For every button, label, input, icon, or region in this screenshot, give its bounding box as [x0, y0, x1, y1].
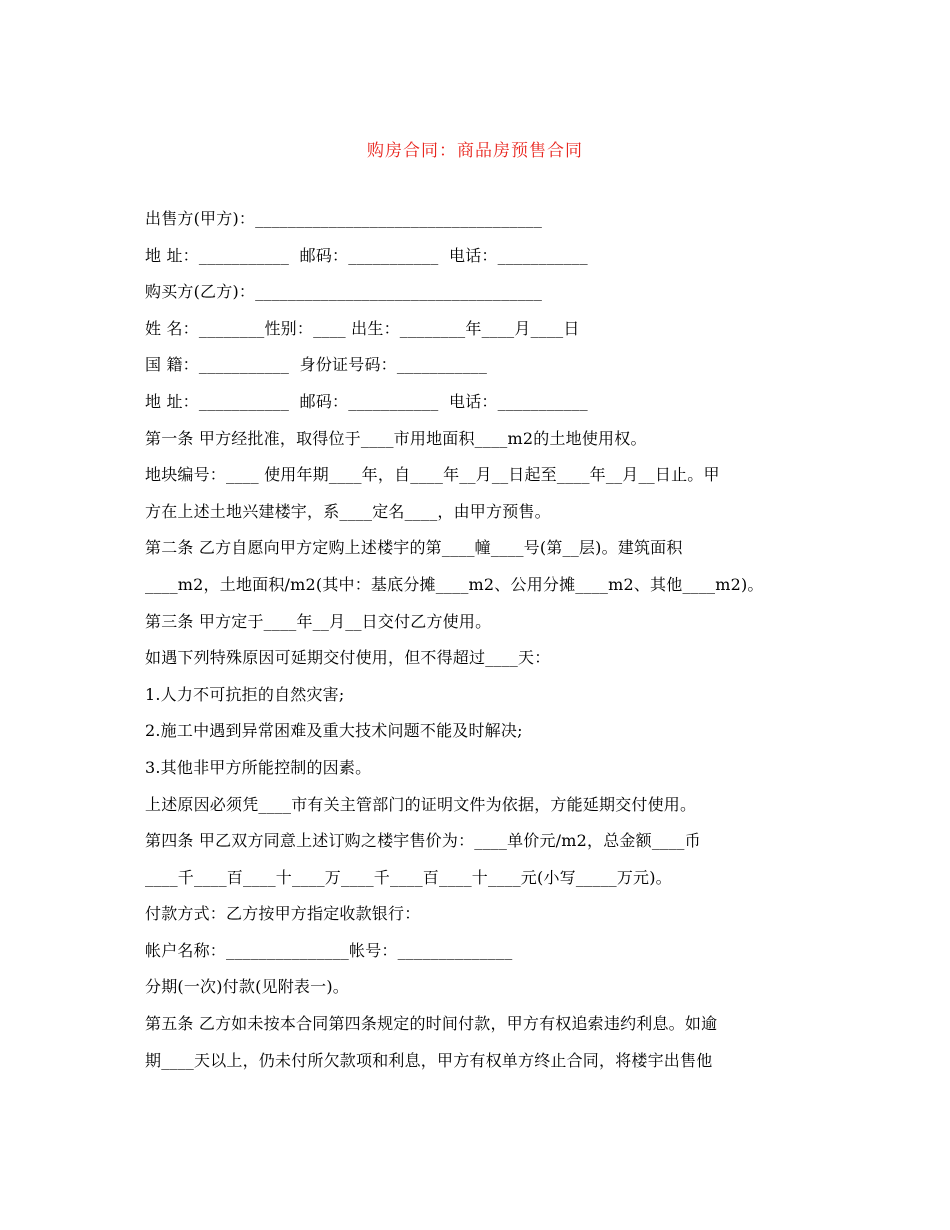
seller-address-line: 地 址：___________ 邮码：___________ 电话：___________: [145, 245, 588, 265]
contract-body: [145, 206, 810, 1084]
article-1-parcel-line: 地块编号：____ 使用年期____年，自____年__月__日起至____年__月__日止。甲: [145, 465, 720, 485]
article-2-area-line: ____m2，土地面积/m2(其中：基底分摊____m2、公用分摊____m2、其他____m2)。: [145, 574, 764, 594]
payment-method-line: 付款方式：乙方按甲方指定收款银行：: [145, 904, 421, 924]
installment-line: 分期(一次)付款(见附表一)。: [145, 977, 349, 997]
article-4-amount-line: ____千____百____十____万____千____百____十____元(小写_____万元)。: [145, 867, 672, 887]
article-3-line: 第三条 甲方定于____年__月__日交付乙方使用。: [145, 611, 492, 631]
article-1-building-line: 方在上述土地兴建楼宇，系____定名____，由甲方预售。: [145, 501, 551, 521]
seller-line: 出售方(甲方)：___________________________________: [145, 209, 543, 228]
buyer-line: 购买方(乙方)：___________________________________: [145, 282, 543, 302]
document-title: 购房合同：商品房预售合同: [367, 141, 583, 161]
delay-clause-line: 如遇下列特殊原因可延期交付使用，但不得超过____天：: [145, 648, 551, 668]
article-4-line: 第四条 甲乙双方同意上述订购之楼宇售价为：____单价元/m2，总金额____币: [145, 831, 701, 851]
buyer-name-line: 姓 名：________性别：____ 出生：________年____月____日: [145, 318, 580, 338]
delay-reason-1: 1.人力不可抗拒的自然灾害;: [145, 684, 345, 704]
account-line: 帐户名称：_______________帐号：______________: [145, 940, 513, 960]
buyer-nationality-line: 国 籍：___________ 身份证号码：___________: [145, 355, 488, 375]
delay-proof-line: 上述原因必须凭____市有关主管部门的证明文件为依据，方能延期交付使用。: [145, 794, 697, 814]
delay-reason-2: 2.施工中遇到异常困难及重大技术问题不能及时解决;: [145, 721, 523, 741]
buyer-address-line: 地 址：___________ 邮码：___________ 电话：___________: [145, 391, 588, 411]
article-1-line: 第一条 甲方经批准，取得位于____市用地面积____m2的土地使用权。: [145, 428, 647, 448]
delay-reason-3: 3.其他非甲方所能控制的因素。: [145, 757, 372, 777]
article-5-line: 第五条 乙方如未按本合同第四条规定的时间付款，甲方有权追索违约利息。如逾: [145, 1014, 718, 1034]
article-2-line: 第二条 乙方自愿向甲方定购上述楼宇的第____幢____号(第__层)。建筑面积: [145, 538, 683, 558]
article-5-continued-line: 期____天以上，仍未付所欠款项和利息，甲方有权单方终止合同，将楼宇出售他: [145, 1050, 713, 1070]
